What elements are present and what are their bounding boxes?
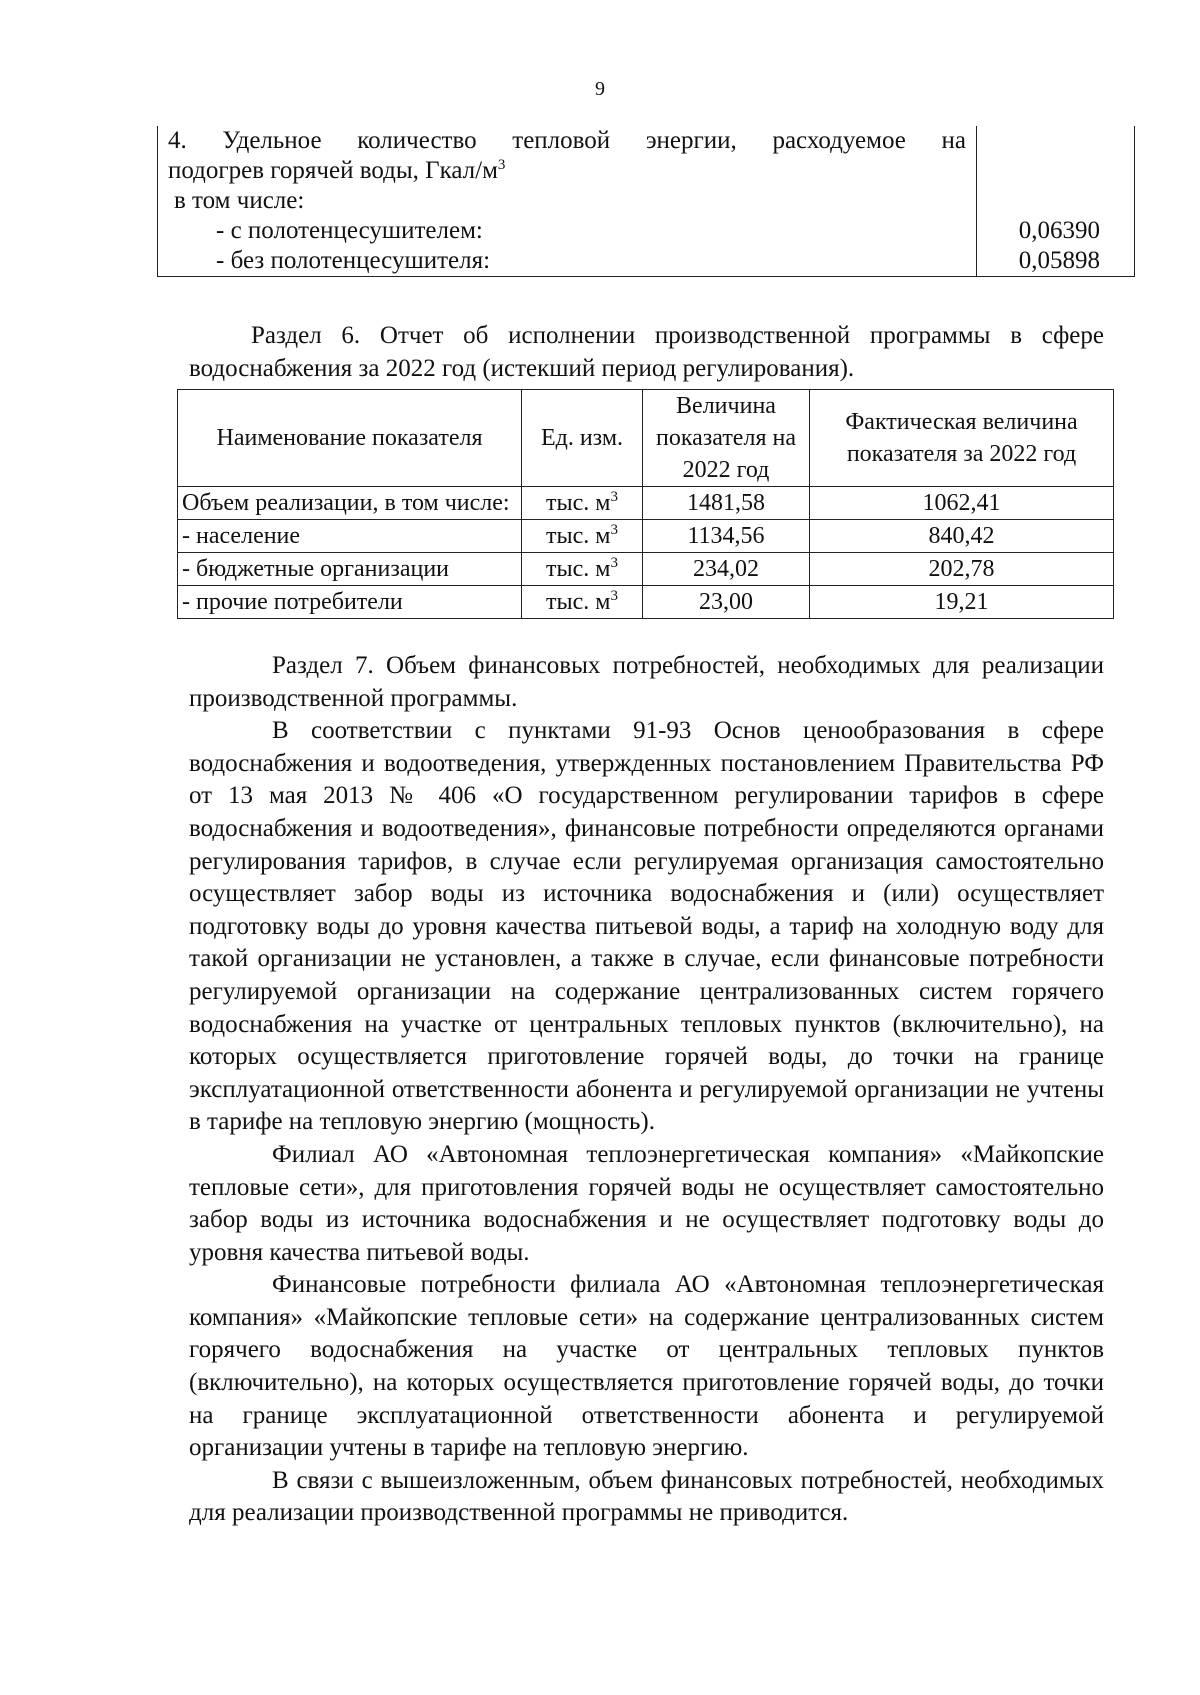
table-row — [178, 553, 1114, 586]
column-header: Величина показателя на 2022 год — [643, 390, 810, 487]
table-row — [178, 586, 1114, 619]
row-plan: 1134,56 — [643, 520, 810, 553]
production-program-table — [177, 389, 1114, 619]
section6-heading-line2: водоснабжения за 2022 год (истекший период регулирования). — [189, 355, 855, 382]
row-fact: 19,21 — [810, 586, 1114, 619]
row-name: - население — [178, 520, 522, 553]
section7-heading-line1: Раздел 7. Объем финансовых потребностей, необходимых для реализации — [272, 652, 1104, 679]
column-header: Ед. изм. — [522, 390, 643, 487]
row-unit: тыс. $м^3$ — [522, 586, 643, 619]
table-header-row — [178, 390, 1114, 487]
indicator-subtitle: в том числе: — [174, 187, 305, 214]
indicator-row-label: - без полотенцесушителя: — [216, 247, 491, 274]
row-unit: тыс. $м^3$ — [522, 487, 643, 520]
paragraph: В связи с вышеизложенным, объем финансовых потребностей, необходимых для реализации производственной программы не приводится. — [189, 1466, 1104, 1527]
indicator-cell — [158, 126, 977, 277]
row-plan: 234,02 — [643, 553, 810, 586]
page-number: 9 — [595, 78, 605, 100]
specific-heat-table — [157, 126, 1135, 277]
table-row — [178, 487, 1114, 520]
paragraph: Филиал АО «Автономная теплоэнергетическая компания» «Майкопские тепловые сети», для приготовления горячей воды не осуществляет самостоятельно забор воды из источника водоснабжения и не осуществляет подготовку воды до уровня качества питьевой воды. — [189, 1140, 1104, 1266]
indicator-value: 0,06390 — [1018, 217, 1100, 244]
row-name: - бюджетные организации — [178, 553, 522, 586]
row-name: Объем реализации, в том числе: — [178, 487, 522, 520]
indicator-value: 0,05898 — [1018, 247, 1100, 274]
column-header: Наименование показателя — [178, 390, 522, 487]
section6-heading-line1: Раздел 6. Отчет об исполнении производственной программы в сфере — [251, 322, 1104, 349]
row-fact: 1062,41 — [810, 487, 1114, 520]
indicator-title-line2: подогрев горячей воды, Гкал/$м^3$ — [168, 157, 506, 184]
section7-heading-line2: производственной программы. — [189, 684, 518, 712]
indicator-row-label: - с полотенцесушителем: — [216, 217, 483, 244]
table-row — [158, 126, 1135, 277]
row-plan: 23,00 — [643, 586, 810, 619]
value-cell — [977, 126, 1135, 277]
table-row — [178, 520, 1114, 553]
paragraph: Финансовые потребности филиала АО «Автономная теплоэнергетическая компания» «Майкопские тепловые сети» на содержание централизованных систем горячего водоснабжения на участке от центральных тепловых пунктов (включительно), на которых осуществляется приготовление горячей воды, до точки на границе эксплуатационной ответственности абонента и регулируемой организации учтены в тарифе на тепловую энергию. — [189, 1271, 1104, 1462]
indicator-title-line1: 4. Удельное количество тепловой энергии, расходуемое на — [168, 127, 966, 154]
row-fact: 840,42 — [810, 520, 1114, 553]
paragraph: В соответствии с пунктами 91-93 Основ ценообразования в сфере водоснабжения и водоотведения, утвержденных постановлением Правительства РФ от 13 мая 2013 № 406 «О государственном регулировании тарифов в сфере водоснабжения и водоотведения», финансовые потребности определяются органами регулирования тарифов, в случае если регулируемая организация самостоятельно осуществляет забор воды из источника водоснабжения и (или) осуществляет подготовку воды до уровня качества питьевой воды, а тариф на холодную воду для такой организации не установлен, а также в случае, если финансовые потребности регулируемой организации на содержание централизованных систем горячего водоснабжения на участке от центральных тепловых пунктов (включительно), на которых осуществляется приготовление горячей воды, до точки на границе эксплуатационной ответственности абонента и регулируемой организации не учтены в тарифе на тепловую энергию (мощность). — [189, 717, 1104, 1136]
section6-heading — [189, 319, 1104, 385]
row-name: - прочие потребители — [178, 586, 522, 619]
column-header: Фактическая величина показателя за 2022 год — [810, 390, 1114, 487]
section7 — [189, 650, 1104, 1530]
row-unit: тыс. $м^3$ — [522, 553, 643, 586]
row-plan: 1481,58 — [643, 487, 810, 520]
row-fact: 202,78 — [810, 553, 1114, 586]
row-unit: тыс. $м^3$ — [522, 520, 643, 553]
